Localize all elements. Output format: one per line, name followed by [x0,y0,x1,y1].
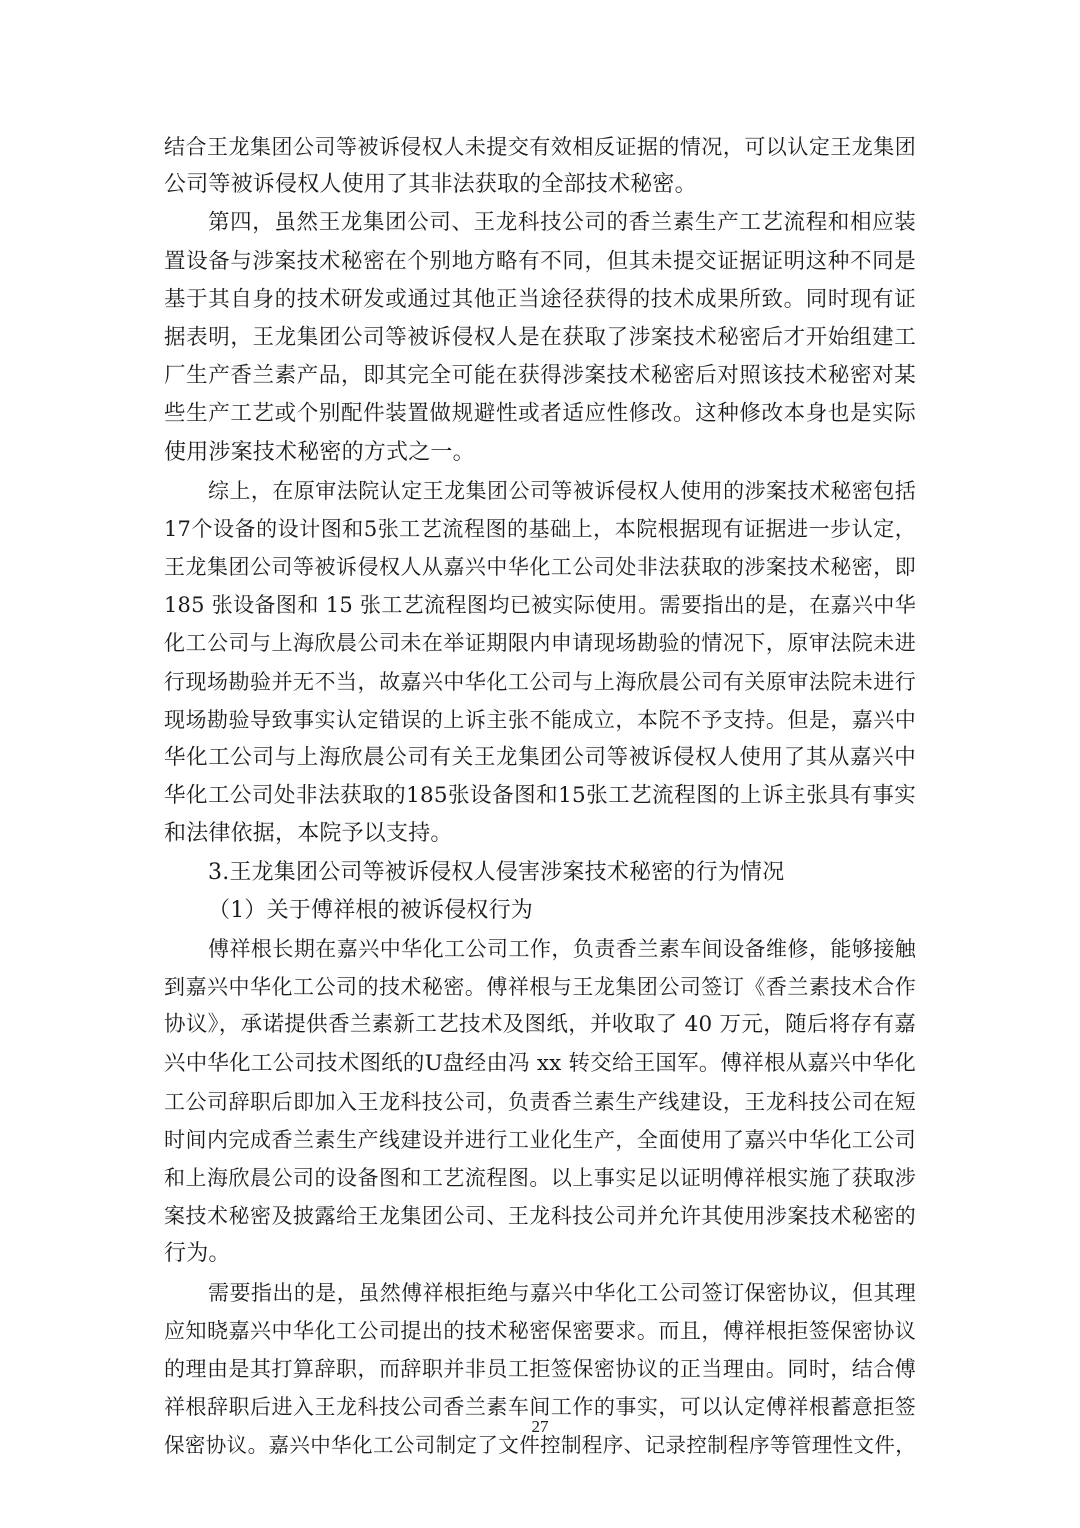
text-line: 17个设备的设计图和5张工艺流程图的基础上，本院根据现有证据进一步认定， [164,516,916,541]
text-line: 到嘉兴中华化工公司的技术秘密。傅祥根与王龙集团公司签订《香兰素技术合作 [164,975,916,1000]
section-heading: （1）关于傅祥根的被诉侵权行为 [208,897,533,923]
text-line: 应知晓嘉兴中华化工公司提出的技术秘密保密要求。而且，傅祥根拒签保密协议 [164,1318,916,1343]
text-line: 置设备与涉案技术秘密在个别地方略有不同，但其未提交证据证明这种不同是 [164,248,916,274]
text-line: 案技术秘密及披露给王龙集团公司、王龙科技公司并允许其使用涉案技术秘密的 [164,1204,916,1229]
section-heading: 3.王龙集团公司等被诉侵权人侵害涉案技术秘密的行为情况 [208,859,785,885]
text-line: 综上，在原审法院认定王龙集团公司等被诉侵权人使用的涉案技术秘密包括 [208,478,916,503]
text-line: 厂生产香兰素产品，即其完全可能在获得涉案技术秘密后对照该技术秘密对某 [164,363,916,389]
text-line: 据表明，王龙集团公司等被诉侵权人是在获取了涉案技术秘密后才开始组建工 [164,324,916,350]
text-line: 工公司辞职后即加入王龙科技公司，负责香兰素生产线建设，王龙科技公司在短 [164,1089,916,1114]
page-number: 27 [531,1417,549,1436]
text-line: 兴中华化工公司技术图纸的U盘经由冯 xx 转交给王国军。傅祥根从嘉兴中华化 [164,1050,916,1076]
text-line: 傅祥根长期在嘉兴中华化工公司工作，负责香兰素车间设备维修，能够接触 [208,936,916,961]
text-line: 协议》，承诺提供香兰素新工艺技术及图纸，并收取了 40 万元，随后将存有嘉 [164,1012,916,1038]
text-line: 公司等被诉侵权人使用了其非法获取的全部技术秘密。 [164,172,697,198]
text-line: 行为。 [164,1241,231,1267]
text-line: 基于其自身的技术研发或通过其他正当途径获得的技术成果所致。同时现有证 [164,286,916,312]
text-line: 结合王龙集团公司等被诉侵权人未提交有效相反证据的情况，可以认定王龙集团 [164,135,916,159]
text-line: 时间内完成香兰素生产线建设并进行工业化生产，全面使用了嘉兴中华化工公司 [164,1127,916,1152]
text-line: 王龙集团公司等被诉侵权人从嘉兴中华化工公司处非法获取的涉案技术秘密，即 [164,555,916,580]
text-line: 第四，虽然王龙集团公司、王龙科技公司的香兰素生产工艺流程和相应装 [208,210,916,236]
text-line: 185 张设备图和 15 张工艺流程图均已被实际使用。需要指出的是，在嘉兴中华 [164,593,916,618]
text-line: 华化工公司与上海欣晨公司有关王龙集团公司等被诉侵权人使用了其从嘉兴中 [164,745,916,770]
text-line: 祥根辞职后进入王龙科技公司香兰素车间工作的事实，可以认定傅祥根蓄意拒签 [164,1395,916,1420]
text-line: 需要指出的是，虽然傅祥根拒绝与嘉兴中华化工公司签订保密协议，但其理 [208,1280,916,1305]
text-line: 些生产工艺或个别配件装置做规避性或者适应性修改。这种修改本身也是实际 [164,401,916,427]
text-line: 和上海欣晨公司的设备图和工艺流程图。以上事实足以证明傅祥根实施了获取涉 [164,1166,916,1191]
text-line: 的理由是其打算辞职，而辞职并非员工拒签保密协议的正当理由。同时，结合傅 [164,1357,916,1381]
text-line: 使用涉案技术秘密的方式之一。 [164,439,475,465]
text-line: 华化工公司处非法获取的185张设备图和15张工艺流程图的上诉主张具有事实 [164,783,916,809]
text-line: 现场勘验导致事实认定错误的上诉主张不能成立，本院不予支持。但是，嘉兴中 [164,707,916,732]
document-body [164,128,916,1465]
text-line: 和法律依据，本院予以支持。 [164,821,453,847]
text-line: 保密协议。嘉兴中华化工公司制定了文件控制程序、记录控制程序等管理性文件， [164,1433,916,1458]
text-line: 化工公司与上海欣晨公司未在举证期限内申请现场勘验的情况下，原审法院未进 [164,631,916,656]
text-line: 行现场勘验并无不当，故嘉兴中华化工公司与上海欣晨公司有关原审法院未进行 [164,669,916,694]
